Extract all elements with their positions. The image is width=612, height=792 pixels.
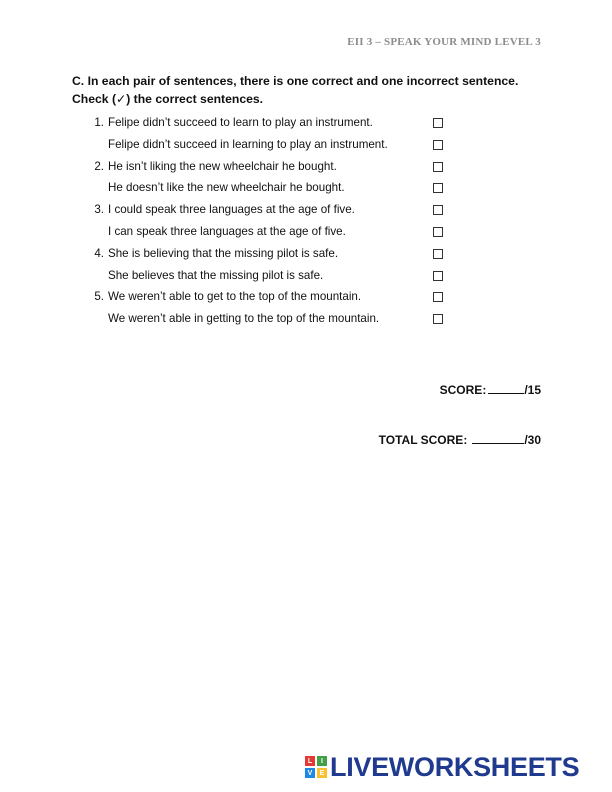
logo-letter: I	[317, 756, 327, 766]
sentence-option-b: Felipe didn’t succeed in learning to play an instrument.	[108, 137, 388, 151]
logo-letter: L	[305, 756, 315, 766]
sentence-row	[0, 157, 612, 179]
sentence-option-b: She believes that the missing pilot is safe.	[108, 268, 324, 282]
exercise-instructions	[72, 72, 552, 108]
check-box[interactable]	[433, 205, 443, 215]
sentence-row	[0, 266, 612, 288]
check-box[interactable]	[433, 183, 443, 193]
check-box[interactable]	[433, 140, 443, 150]
sentence-option-a: He isn’t liking the new wheelchair he bought.	[108, 159, 337, 173]
score-blank[interactable]	[488, 382, 524, 394]
total-score-blank[interactable]	[472, 432, 524, 444]
sentence-option-a: Felipe didn’t succeed to learn to play an instrument.	[108, 116, 373, 129]
liveworksheets-footer	[305, 752, 579, 782]
total-score-line	[379, 432, 541, 447]
check-box[interactable]	[433, 314, 443, 324]
sentence-row	[0, 244, 612, 266]
score-total: /15	[524, 383, 541, 397]
logo-letter: V	[305, 768, 315, 778]
brand-wordmark: LIVEWORKSHEETS	[330, 751, 580, 782]
item-number: 1.	[94, 116, 104, 129]
item-number: 2.	[94, 159, 104, 173]
check-box[interactable]	[433, 118, 443, 128]
score-line	[440, 382, 541, 397]
sentence-row	[0, 178, 612, 200]
worksheet-header: EII 3 – SPEAK YOUR MIND LEVEL 3	[347, 36, 541, 48]
total-score-total: /30	[524, 433, 541, 447]
sentence-row	[0, 222, 612, 244]
sentence-row	[0, 287, 612, 309]
item-number: 4.	[94, 246, 104, 260]
sentence-row	[0, 309, 612, 331]
instruction-line-1: C. In each pair of sentences, there is one correct and one incorrect sentence.	[72, 74, 519, 88]
check-box[interactable]	[433, 227, 443, 237]
check-box[interactable]	[433, 292, 443, 302]
sentence-option-b: We weren’t able in getting to the top of the mountain.	[108, 312, 380, 326]
sentence-row	[0, 113, 612, 135]
check-box[interactable]	[433, 271, 443, 281]
sentence-row	[0, 135, 612, 157]
liveworksheets-logo-icon	[305, 756, 327, 778]
item-number: 3.	[94, 203, 104, 217]
score-label: SCORE:	[439, 383, 487, 397]
instruction-line-2: Check (✓) the correct sentences.	[72, 92, 264, 106]
sentence-option-b: I can speak three languages at the age of five.	[108, 224, 346, 238]
sentence-row	[0, 200, 612, 222]
item-number: 5.	[94, 290, 104, 304]
check-box[interactable]	[433, 162, 443, 172]
sentence-option-a: We weren’t able to get to the top of the mountain.	[108, 290, 362, 304]
total-score-label: TOTAL SCORE:	[378, 433, 468, 447]
sentence-pair-list	[0, 113, 612, 331]
sentence-option-a: I could speak three languages at the age of five.	[108, 203, 355, 217]
sentence-option-b: He doesn’t like the new wheelchair he bought.	[108, 181, 345, 195]
check-box[interactable]	[433, 249, 443, 259]
sentence-option-a: She is believing that the missing pilot is safe.	[108, 246, 339, 260]
logo-letter: E	[317, 768, 327, 778]
